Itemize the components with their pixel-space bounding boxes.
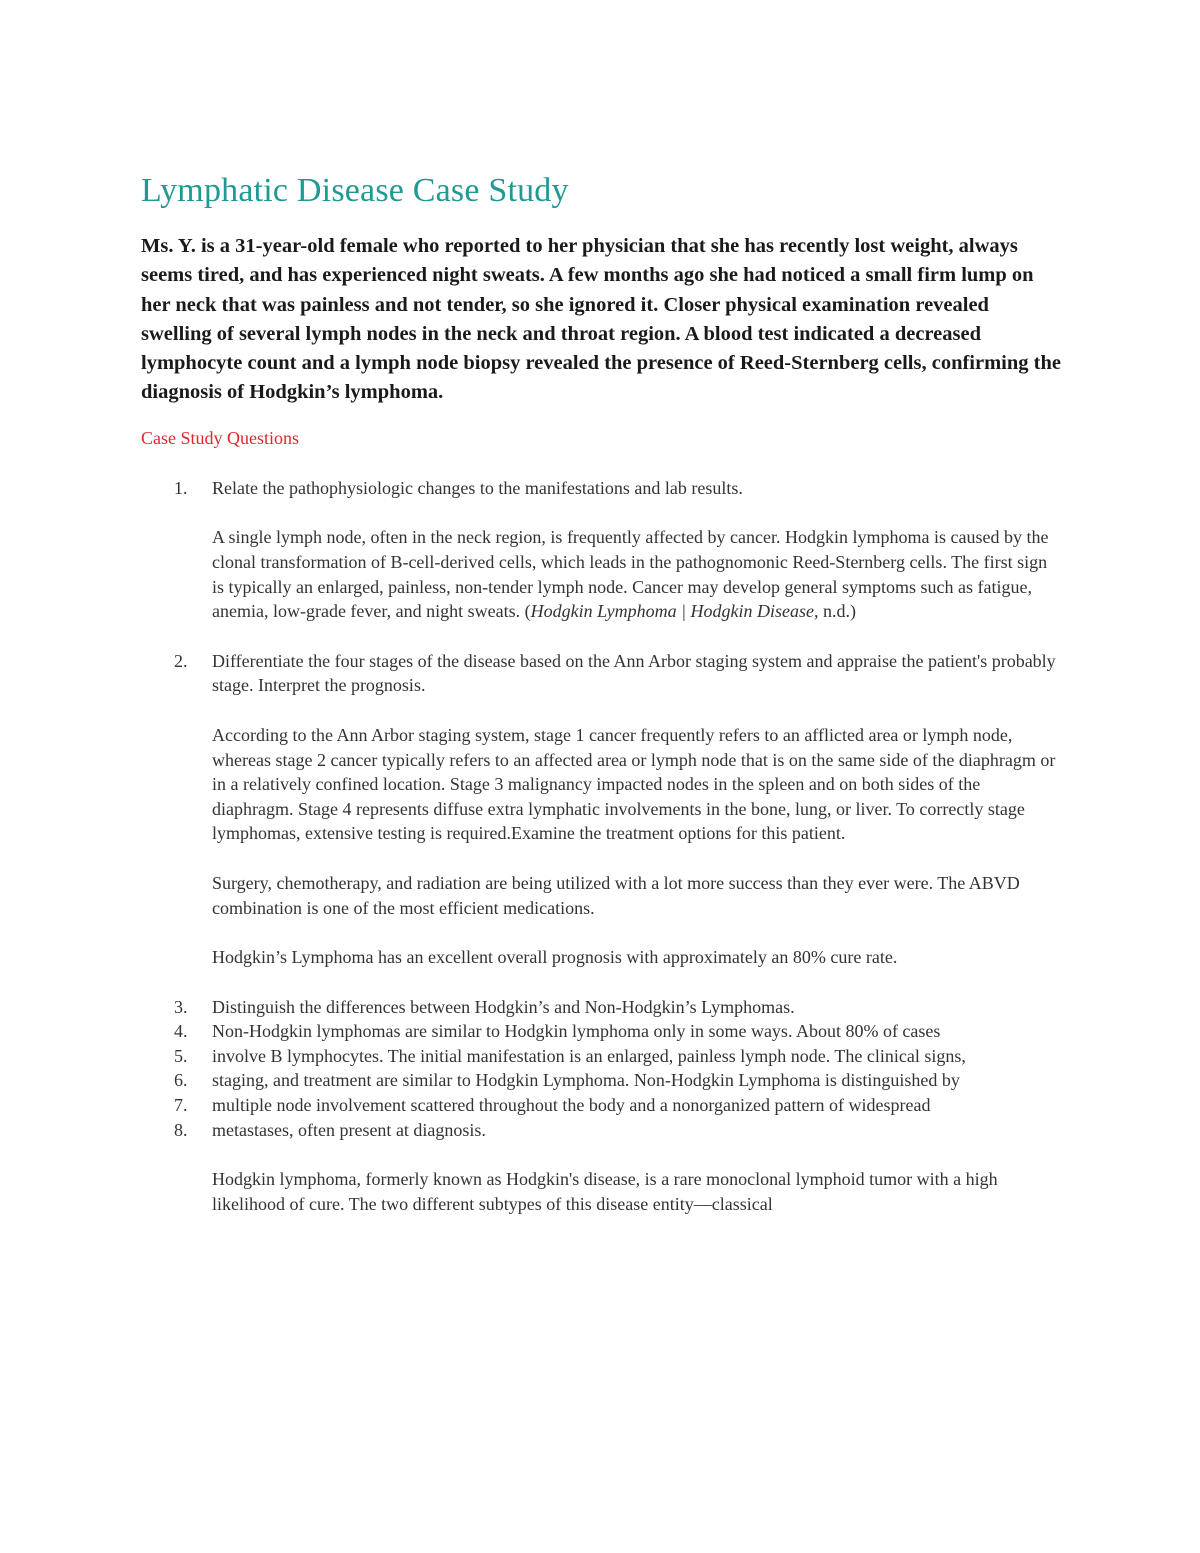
list-item — [141, 1093, 1061, 1118]
questions-heading: Case Study Questions — [141, 427, 300, 448]
question-1 — [141, 476, 1061, 501]
list-item — [141, 1044, 1061, 1069]
answer-1-citation: Hodgkin Lymphoma | Hodgkin Disease, — [530, 601, 819, 622]
list-number: 5. — [174, 1045, 188, 1066]
case-intro-paragraph: Ms. Y. is a 31-year-old female who reported to her physician that she has recently lost weight, always seems tired, and has experienced night sweats. A few months ago she had noticed a small firm lump on her neck that was painless and not tender, so she ignored it. Closer physical examination revealed swelling of several lymph nodes in the neck and throat region. A blood test indicated a decreased lymphocyte count and a lymph node biopsy revealed the presence of Reed-Sternberg cells, confirming the diagnosis of Hodgkin’s lymphoma. — [141, 235, 1061, 404]
answer-2-treatment: Surgery, chemotherapy, and radiation are being utilized with a lot more success than they ever were. The ABVD combination is one of the most efficient medications. — [212, 872, 1020, 918]
answer-1 — [141, 525, 1061, 623]
answer-1-citation-date: n.d.) — [818, 601, 857, 622]
question-number: 2. — [174, 650, 188, 671]
list-number: 8. — [174, 1119, 188, 1140]
list-number: 4. — [174, 1021, 188, 1042]
question-2 — [141, 649, 1061, 698]
list-text: metastases, often present at diagnosis. — [212, 1119, 486, 1140]
list-item — [141, 1019, 1061, 1044]
list-item — [141, 1118, 1061, 1143]
list-text: multiple node involvement scattered throughout the body and a nonorganized pattern of widespread — [212, 1095, 931, 1116]
list-text: involve B lymphocytes. The initial manifestation is an enlarged, painless lymph node. The clinical signs, — [212, 1045, 966, 1066]
list-text: staging, and treatment are similar to Hodgkin Lymphoma. Non-Hodgkin Lymphoma is distinguished by — [212, 1070, 960, 1091]
list-number: 6. — [174, 1070, 188, 1091]
list-number: 7. — [174, 1095, 188, 1116]
list-text: Non-Hodgkin lymphomas are similar to Hodgkin lymphoma only in some ways. About 80% of cases — [212, 1021, 941, 1042]
list-number: 3. — [174, 996, 188, 1017]
document-page — [141, 168, 1061, 1216]
question-number: 1. — [174, 477, 188, 498]
answer-2-prognosis: Hodgkin’s Lymphoma has an excellent overall prognosis with approximately an 80% cure rate. — [212, 947, 898, 968]
list-item — [141, 995, 1061, 1020]
document-title: Lymphatic Disease Case Study — [141, 172, 569, 209]
question-text: Differentiate the four stages of the disease based on the Ann Arbor staging system and appraise the patient's probably stage. Interpret the prognosis. — [212, 650, 1056, 696]
final-paragraph: Hodgkin lymphoma, formerly known as Hodgkin's disease, is a rare monoclonal lymphoid tumor with a high likelihood of cure. The two different subtypes of this disease entity—classical — [212, 1169, 998, 1214]
list-item — [141, 1068, 1061, 1093]
answer-1-text: A single lymph node, often in the neck region, is frequently affected by cancer. Hodgkin lymphoma is caused by the clonal transformation of B-cell-derived cells, which leads in the pathognomonic Reed-Sternberg cells. The first sign is typically an enlarged, painless, non-tender lymph node. Cancer may develop general symptoms such as fatigue, anemia, low-grade fever, and night sweats. ( — [212, 527, 1049, 622]
list-text: Distinguish the differences between Hodgkin’s and Non-Hodgkin’s Lymphomas. — [212, 996, 795, 1017]
question-text: Relate the pathophysiologic changes to the manifestations and lab results. — [212, 477, 743, 498]
answer-2-stages: According to the Ann Arbor staging system, stage 1 cancer frequently refers to an afflicted area or lymph node, whereas stage 2 cancer typically refers to an affected area or lymph node that is on the same side of the diaphragm or in a relatively confined location. Stage 3 malignancy impacted nodes in the spleen and on both sides of the diaphragm. Stage 4 represents diffuse extra lymphatic involvements in the bone, lung, or liver. To correctly stage lymphomas, extensive testing is required.Examine the treatment options for this patient. — [212, 724, 1056, 844]
